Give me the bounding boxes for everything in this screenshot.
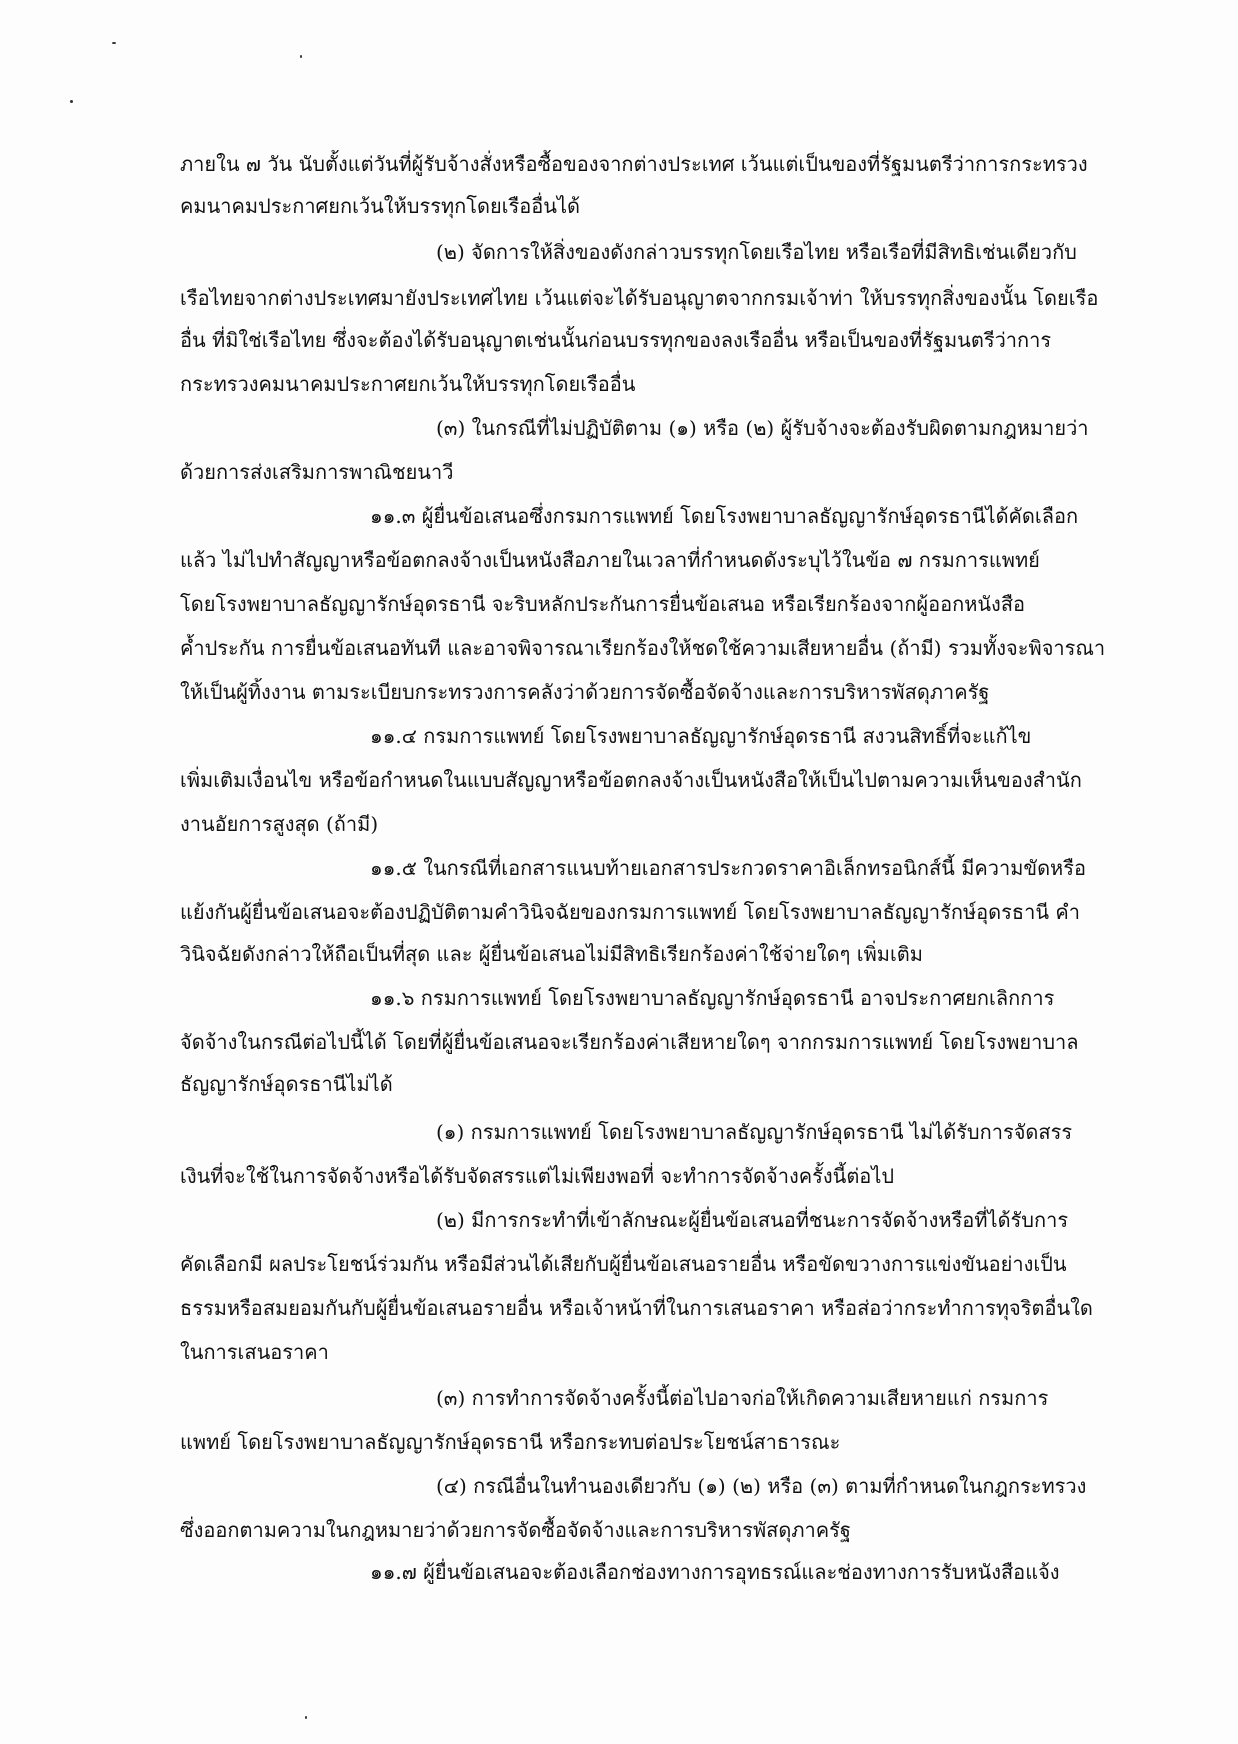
text-line: งานอัยการสูงสุด (ถ้ามี) (180, 812, 379, 836)
scan-speck (300, 55, 302, 58)
text-line: ซึ่งออกตามความในกฎหมายว่าด้วยการจัดซื้อจัดจ้างและการบริหารพัสดุภาครัฐ (180, 1518, 851, 1542)
text-line: ภายใน ๗ วัน นับตั้งแต่วันที่ผู้รับจ้างสั่งหรือซื้อของจากต่างประเทศ เว้นแต่เป็นของที่รัฐมนตรีว่าการกระทรวง (180, 152, 1088, 176)
text-line: ให้เป็นผู้ทิ้งงาน ตามระเบียบกระทรวงการคลังว่าด้วยการจัดซื้อจัดจ้างและการบริหารพัสดุภาครัฐ (180, 680, 990, 704)
scan-speck (112, 42, 116, 44)
text-line: วินิจฉัยดังกล่าวให้ถือเป็นที่สุด และ ผู้ยื่นข้อเสนอไม่มีสิทธิเรียกร้องค่าใช้จ่ายใดๆ เพิ่มเติม (180, 942, 923, 966)
text-line: (๒) มีการกระทำที่เข้าลักษณะผู้ยื่นข้อเสนอที่ชนะการจัดจ้างหรือที่ได้รับการ (436, 1208, 1069, 1232)
text-line: ค้ำประกัน การยื่นข้อเสนอทันที และอาจพิจารณาเรียกร้องให้ชดใช้ความเสียหายอื่น (ถ้ามี) รวมทั้งจะพิจารณา (180, 636, 1106, 660)
text-line: แย้งกันผู้ยื่นข้อเสนอจะต้องปฏิบัติตามคำวินิจฉัยของกรมการแพทย์ โดยโรงพยาบาลธัญญารักษ์อุดรธานี คำ (180, 900, 1080, 924)
scan-speck (305, 1716, 307, 1719)
text-line: ๑๑.๗ ผู้ยื่นข้อเสนอจะต้องเลือกช่องทางการอุทธรณ์และช่องทางการรับหนังสือแจ้ง (370, 1560, 1060, 1584)
text-line: ๑๑.๓ ผู้ยื่นข้อเสนอซึ่งกรมการแพทย์ โดยโรงพยาบาลธัญญารักษ์อุดรธานีได้คัดเลือก (370, 504, 1079, 528)
text-line: อื่น ที่มิใช่เรือไทย ซึ่งจะต้องได้รับอนุญาตเช่นนั้นก่อนบรรทุกของลงเรืออื่น หรือเป็นของที่รัฐมนตรีว่าการ (180, 328, 1052, 352)
text-line: (๒) จัดการให้สิ่งของดังกล่าวบรรทุกโดยเรือไทย หรือเรือที่มีสิทธิเช่นเดียวกับ (436, 240, 1077, 264)
text-line: (๑) กรมการแพทย์ โดยโรงพยาบาลธัญญารักษ์อุดรธานี ไม่ได้รับการจัดสรร (436, 1120, 1073, 1144)
text-line: ด้วยการส่งเสริมการพาณิชยนาวี (180, 460, 454, 484)
text-line: คัดเลือกมี ผลประโยชน์ร่วมกัน หรือมีส่วนได้เสียกับผู้ยื่นข้อเสนอรายอื่น หรือขัดขวางการแข่งขันอย่างเป็น (180, 1252, 1067, 1276)
text-line: ธัญญารักษ์อุดรธานีไม่ได้ (180, 1072, 393, 1096)
text-line: (๓) การทำการจัดจ้างครั้งนี้ต่อไปอาจก่อให้เกิดความเสียหายแก่ กรมการ (436, 1386, 1049, 1410)
text-line: คมนาคมประกาศยกเว้นให้บรรทุกโดยเรืออื่นได้ (180, 194, 580, 218)
text-line: ในการเสนอราคา (180, 1340, 329, 1364)
text-line: (๓) ในกรณีที่ไม่ปฏิบัติตาม (๑) หรือ (๒) ผู้รับจ้างจะต้องรับผิดตามกฎหมายว่า (436, 416, 1089, 440)
text-line: โดยโรงพยาบาลธัญญารักษ์อุดรธานี จะริบหลักประกันการยื่นข้อเสนอ หรือเรียกร้องจากผู้ออกหนังสือ (180, 592, 1026, 616)
text-line: จัดจ้างในกรณีต่อไปนี้ได้ โดยที่ผู้ยื่นข้อเสนอจะเรียกร้องค่าเสียหายใดๆ จากกรมการแพทย์ โดยโรงพยาบาล (180, 1030, 1079, 1054)
text-line: แพทย์ โดยโรงพยาบาลธัญญารักษ์อุดรธานี หรือกระทบต่อประโยชน์สาธารณะ (180, 1430, 841, 1454)
scan-speck (70, 100, 73, 103)
text-line: กระทรวงคมนาคมประกาศยกเว้นให้บรรทุกโดยเรืออื่น (180, 372, 636, 396)
text-line: ๑๑.๔ กรมการแพทย์ โดยโรงพยาบาลธัญญารักษ์อุดรธานี สงวนสิทธิ์ที่จะแก้ไข (370, 724, 1032, 748)
text-line: ๑๑.๖ กรมการแพทย์ โดยโรงพยาบาลธัญญารักษ์อุดรธานี อาจประกาศยกเลิกการ (370, 986, 1055, 1010)
text-line: เพิ่มเติมเงื่อนไข หรือข้อกำหนดในแบบสัญญาหรือข้อตกลงจ้างเป็นหนังสือให้เป็นไปตามความเห็นของสำนัก (180, 768, 1082, 792)
text-line: เรือไทยจากต่างประเทศมายังประเทศไทย เว้นแต่จะได้รับอนุญาตจากกรมเจ้าท่า ให้บรรทุกสิ่งของนั้น โดยเรือ (180, 286, 1099, 310)
text-line: เงินที่จะใช้ในการจัดจ้างหรือได้รับจัดสรรแต่ไม่เพียงพอที่ จะทำการจัดจ้างครั้งนี้ต่อไป (180, 1164, 895, 1188)
text-line: ธรรมหรือสมยอมกันกับผู้ยื่นข้อเสนอรายอื่น หรือเจ้าหน้าที่ในการเสนอราคา หรือส่อว่ากระทำการทุจริตอื่นใด (180, 1296, 1093, 1320)
text-line: แล้ว ไม่ไปทำสัญญาหรือข้อตกลงจ้างเป็นหนังสือภายในเวลาที่กำหนดดังระบุไว้ในข้อ ๗ กรมการแพทย์ (180, 548, 1040, 572)
text-line: (๔) กรณีอื่นในทำนองเดียวกับ (๑) (๒) หรือ (๓) ตามที่กำหนดในกฎกระทรวง (436, 1474, 1087, 1498)
text-line: ๑๑.๕ ในกรณีที่เอกสารแนบท้ายเอกสารประกวดราคาอิเล็กทรอนิกส์นี้ มีความขัดหรือ (370, 856, 1086, 880)
